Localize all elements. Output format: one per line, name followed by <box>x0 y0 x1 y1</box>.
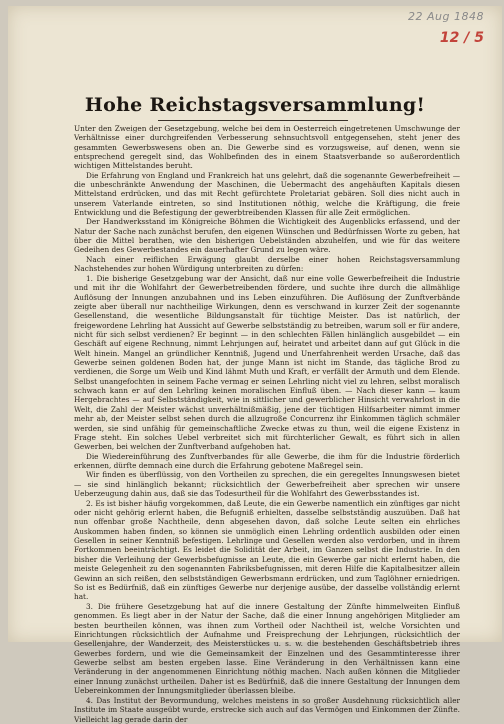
paragraph: 2. Es ist bisher häufig vorgekommen, daß Leute, die ein Gewerbe namentlich ein zünftiges gar nicht oder nicht gehörig erlernt haben, die Befugniß erhielten, dasselbe selbstständig auszuüben. Daß hat nun offenbar große Nachtheile, denn abgesehen davon, daß solche Leute selten ein ehrliches Auskommen haben finden, so können sie unmöglich einen Lehrling ordentlich ausbilden oder einen Gesellen in seiner Kenntniß befestigen. Lehrlinge und Gesellen werden also verdorben, und in ihrem Fortkommen beeinträchtigt. Es leidet die Solidität der Arbeit, im Ganzen selbst die Industrie. In den bisher die Verleihung der Gewerbsbefugnisse an Leute, die ein Gewerbe gar nicht erlernt haben, die meiste Gelegenheit zu den sogenannten Fabriksbefugnissen, mit deren Hilfe die Kapitalbesitzer allein Gewinn an sich reißen, den selbstständigen Gewerbsmann erdrücken, und zum Taglöhner erniedrigen. So ist es Bedürfniß, daß ein zünftiges Gewerbe nur derjenige ausübe, der dasselbe vollständig erlernt hat. <box>74 498 460 602</box>
paragraph: 1. Die bisherige Gesetzgebung war der Ansicht, daß nur eine volle Gewerbefreiheit die Industrie und mit ihr die Wohlfahrt der Gewerbetreibenden fördere, und suchte ihre durch die allmählige Auflösung der Innungen anzubahnen und ins Leben einzuführen. Die Auflösung der Zunftverbände zeigte aber überall nur nachtheilige Wirkungen, denn es verschwand in kurzer Zeit der sogenannte Gesellenstand, die wesentliche Bildungsanstalt für tüchtige Meister. Das ist natürlich, der freigewordene Lehrling hat Aussicht auf Gewerbe selbstständig zu betreiben, warum soll er für andere, nicht für sich selbst verdienen? Er beginnt — in den schlechten Fällen hinlänglich ausgebildet — ein Geschäft auf eigene Rechnung, nimmt Lehrjungen auf, heiratet und arbeitet dann auf gut Glück in die Welt hinein. Mangel an gründlicher Kenntniß, Jugend und Unerfahrenheit werden Ursache, daß das Gewerbe seinen goldenen Boden hat, der junge Mann ist nicht im Stande, das tägliche Brod zu verdienen, die Sorge um Weib und Kind lähmt Muth und Kraft, er verfällt der Armuth und dem Elende. Selbst unangefochten in seinem Fache vermag er seinen Lehrling nicht viel zu lehren, selbst moralisch schwach kann er auf den Lehrling keinen moralischen Einfluß üben. — Nach dieser kann — kaum Hergebrachtes — auf Selbstständigkeit, wie in sittlicher und gewerblicher Hinsicht verwahrlost in die Welt, die Zahl der Meister wächst unverhältnißmäßig, jene der tüchtigen Hilfsarbeiter nimmt immer mehr ab, der Meister selbst sehen durch die allzugroße Concurrenz ihr Einkommen täglich schmäler werden, sie sind unfähig für gemeinschaftliche Zwecke etwas zu thun, weil die eigene Existenz in Frage steht. Ein solches Uebel verbreitet sich mit fürchterlicher Gewalt, es führt sich in allen Gewerben, bei welchen der Zunftverband aufgehoben hat. <box>74 274 460 452</box>
paragraph: Die Wiedereinführung des Zunftverbandes für alle Gewerbe, die ihm für die Industrie förderlich erkennen, dürfte demnach eine durch die Erfahrung gebotene Maßregel sein. <box>74 451 460 470</box>
paragraph: Unter den Zweigen der Gesetzgebung, welche bei dem in Oesterreich eingetretenen Umschwunge der Verhältnisse einer durchgreifenden Verbesserung sehnsuchtsvoll entgegensehen, steht jener des gesammten Gewerbswesens oben an. Die Gewerbe sind es vorzugsweise, auf denen, wenn sie entsprechend geregelt sind, das Wohlbefinden des in einem Staatsverbande so außerordentlich wichtigen Mittelstandes beruht. <box>74 124 460 171</box>
paragraph: 3. Die frühere Gesetzgebung hat auf die innere Gestaltung der Zünfte himmelweiten Einfluß genommen. Es liegt aber in der Natur der Sache, daß die einer Innung angehörigen Mitglieder am besten beurtheilen können, was ihnen zum Vortheil oder Nachtheil ist, welche Vorsichten und Einrichtungen rücksichtlich der Aufnahme und Freisprechung der Lehrjungen, rücksichtlich der Gesellenjahre, der Wanderzeit, des Meisterstückes u. s. w. die bestehenden Geschäftsbetrieb ihres Gewerbes fordern, und wie die Gemeinsamkeit der Einzelnen und des Gesammtinteresse ihrer Gewerbe selbst am besten ergeben lasse. Eine Veränderung in den Verhältnissen kann eine Veränderung in der angenommenen Einrichtung nöthig machen. Nach außen können die Mitglieder einer Innung zunächst urtheilen. Daher ist es Bedürfniß, daß die innere Gestaltung der Innungen dem Uebereinkommen der Innungsmitglieder überlassen bleibe. <box>74 602 460 696</box>
document-sheet <box>8 6 502 724</box>
document-body <box>74 124 460 724</box>
paragraph: Nach einer reiflichen Erwägung glaubt derselbe einer hohen Reichstagsversammlung Nachstehendes zur hohen Würdigung unterbreiten zu dürfen: <box>74 254 460 274</box>
document-title: Hohe Reichstagsversammlung! <box>84 94 426 116</box>
red-archive-mark: 12 / 5 <box>439 30 484 46</box>
title-divider <box>158 120 348 121</box>
paragraph: Die Erfahrung von England und Frankreich hat uns gelehrt, daß die sogenannte Gewerbefreiheit — die unbeschränkte Anwendung der Maschinen, die Uebermacht des angehäuften Kapitals diesen Mittelstand erdrücken, und das mit Recht gefürchtete Proletariat gebären. Soll dies nicht auch in unserem Vaterlande eintreten, so sind Institutionen nöthig, welche die Kräftigung, die freie Entwicklung und die Befestigung der gewerbtreibenden Klassen für alle Zeit ermöglichen. <box>74 170 460 218</box>
paragraph: Der Handwerksstand im Königreiche Böhmen die Wichtigkeit des Augenblicks erfassend, und der Natur der Sache nach zunächst berufen, den eigenen Wünschen und Bedürfnissen Worte zu geben, hat über die Mittel berathen, wie den bisherigen Uebelständen abzuhelfen, und wie für das weitere Gedeihen des Gewerbestandes ein dauerhafter Grund zu legen wäre. <box>74 217 460 255</box>
pencil-annotation: 22 Aug 1848 <box>408 10 484 23</box>
paragraph: 4. Das Institut der Bevormundung, welches meistens in so großer Ausdehnung rücksichtlich aller Institute im Staate ausgeübt wurde, erstrecke sich auch auf das Vermögen und Einkommen der Zünfte. Vielleicht lag gerade darin der <box>74 695 460 724</box>
paragraph: Wir finden es überflüssig, von den Vortheilen zu sprechen, die ein geregeltes Innungswesen bietet — sie sind hinlänglich bekannt; rücksichtlich der Gewerbefreiheit aber sprechen wir unsere Ueberzeugung dahin aus, daß sie das Todesurtheil für die Wohlfahrt des Gewerbsstandes ist. <box>74 470 460 498</box>
